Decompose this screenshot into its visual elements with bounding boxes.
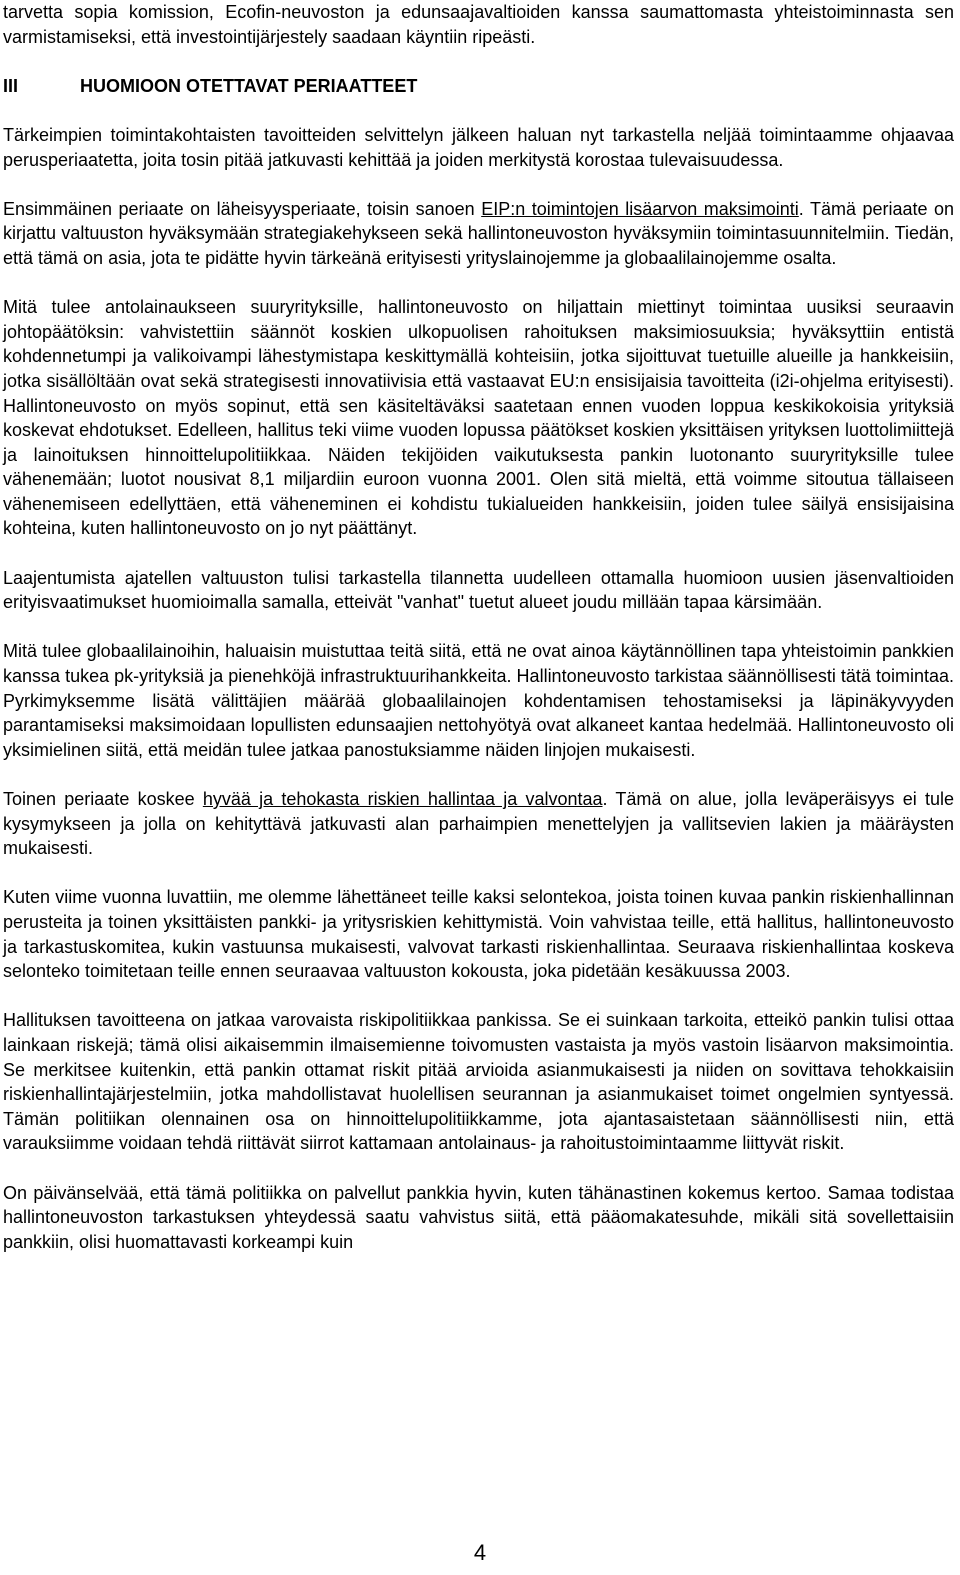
paragraph-enlargement: Laajentumista ajatellen valtuuston tulisi tarkastella tilannetta uudelleen ottamalla huomioon uusien jäsenvaltioiden erityisvaatimukset huomioimalla samalla, etteivät "vanhat" tuetut alueet joudu millään tapaa kärsimään. <box>3 567 954 613</box>
page-number: 4 <box>473 1540 487 1565</box>
paragraph-global-loans: Mitä tulee globaalilainoihin, haluaisin muistuttaa teitä siitä, että ne ovat ainoa käytännöllinen tapa yhteistoimin pankkien kanssa tukea pk-yrityksiä ja pienehköjä infrastruktuurihankkeita. Hallintoneuvosto tarkistaa säännöllisesti tätä toimintaa. Pyrkimyksemme lisätä välittäjien määrää globaalilainojen kohdentamisen tehostamiseksi ja läpinäkyvyyden parantamiseksi maksimoidaan lopullisten edunsaajien nettohyötyä ovat alkaneet kantaa hedelmää. Hallintoneuvosto oli yksimielinen siitä, että meidän tulee jatkaa panostuksiamme näiden linjojen mukaisesti. <box>3 641 954 760</box>
section-number: III <box>3 75 19 96</box>
paragraph-second-principle: Toinen periaate koskee hyvää ja tehokasta riskien hallintaa ja valvontaa. Tämä on alue, jolla leväperäisyys ei tule kysymykseen ja jolla on kehityttävä jatkuvasti alan parhaimpien menettelyjen ja vallitsevien lakien ja määräysten mukaisesti. <box>3 789 955 859</box>
paragraph-large-companies: Mitä tulee antolainaukseen suuryrityksille, hallintoneuvosto on hiljattain miettinyt toimintaa uusiksi seuraavin johtopäätöksin: vahvistettiin säännöt koskien ulkopuolisen rahoituksen maksimiosuuksia; hyväksyttiin entistä kohdennetumpi ja valikoivampi lähestymistapa keskittymällä kohteisiin, jotka sijoittuvat tuetuille alueille ja hankkeisiin, jotka sisällöltään ovat sekä strategisesti innovatiivisia että vastaavat EU:n ensisijaisia tavoitteita (i2i-ohjelma erityisesti). Hallintoneuvosto on myös sopinut, että sen käsiteltäväksi saatetaan ennen vuoden loppua keskikokoisia yrityksiä koskevat ehdotukset. Edelleen, hallitus teki viime vuoden lopussa päätökset koskien yksittäisen yrityksen luottolimiittejä ja lainoituksen hinnoittelupolitiikkaa. Näiden tekijöiden vaikutuksesta pankin luotonanto suuryrityksille tulee vähenemään; luotot nousivat 8,1 miljardiin euroon vuonna 2001. Olen sitä mieltä, että voimme sitoutua tällaiseen vähenemiseen edellyttäen, että väheneminen ei kohdistu tukialueiden hankkeisiin, joiden tulee säilyä ensisijaisina kohteina, kuten hallintoneuvosto on jo nyt päättänyt. <box>3 297 954 539</box>
paragraph-risk-policy: Hallituksen tavoitteena on jatkaa varovaista riskipolitiikkaa pankissa. Se ei suinkaan tarkoita, etteikö pankin tulisi ottaa lainkaan riskejä; tämä olisi aikaisemmin ilmaisemienne toivomusten vastaista ja myös vastoin lisäarvon maksimointia. Se merkitsee kuitenkin, että pankin ottamat riskit pitää arvioida asianmukaisesti ja niiden on sovittava tehokkaisiin riskienhallintajärjestelmiin, jotka mahdollistavat huolellisen seurannan ja asianmukaiset toimet ongelmien syntyessä. Tämän politiikan olennainen osa on hinnoittelupolitiikkamme, jota ajantasaistetaan säännöllisesti niin, että varauksiimme voidaan tehdä riittävät siirrot kattamaan antolainaus- ja rahoitustoimintaamme liittyvät riskit. <box>3 1010 954 1154</box>
section-title: HUOMIOON OTETTAVAT PERIAATTEET <box>80 75 418 96</box>
document-page <box>3 0 954 1254</box>
paragraph-principles-intro: Tärkeimpien toimintakohtaisten tavoitteiden selvittelyn jälkeen haluan nyt tarkastella neljää toimintaamme ohjaavaa perusperiaatetta, joita tosin pitää jatkuvasti kehittää ja joiden merkitystä korostaa tulevaisuudessa. <box>3 124 954 170</box>
paragraph-intro: tarvetta sopia komission, Ecofin-neuvoston ja edunsaajavaltioiden kanssa saumattomasta yhteistoiminnasta sen varmistamiseksi, että investointijärjestely saadaan käyntiin ripeästi. <box>3 2 954 47</box>
underlined-phrase-second-principle: hyvää ja tehokasta riskien hallintaa ja valvontaa <box>202 789 603 809</box>
underlined-phrase-first-principle: EIP:n toimintojen lisäarvon maksimointi <box>481 198 799 219</box>
paragraph-first-principle: Ensimmäinen periaate on läheisyysperiaate, toisin sanoen EIP:n toimintojen lisäarvon maksimointi. Tämä periaate on kirjattu valtuuston hyväksymään strategiakehykseen sekä hallintoneuvoston hyväksymiin toimintasuunnitelmiin. Tiedän, että tämä on asia, jota te pidätte hyvin tärkeänä erityisesti yrityslainojemme ja globaalilainojemme osalta. <box>3 198 954 268</box>
paragraph-conclusion: On päivänselvää, että tämä politiikka on palvellut pankkia hyvin, kuten tähänastinen kokemus kertoo. Samaa todistaa hallintoneuvoston tarkastuksen yhteydessä saatu vahvistus siitä, että pääomakatesuhde, mikäli sitä sovellettaisiin pankkiin, olisi huomattavasti korkeampi kuin <box>3 1182 954 1252</box>
section-heading <box>3 74 954 99</box>
paragraph-risk-reports: Kuten viime vuonna luvattiin, me olemme lähettäneet teille kaksi selontekoa, joista toinen kuvaa pankin riskienhallinnan perusteita ja toinen yksittäisten pankki- ja yritysriskien kehittymistä. Voin vahvistaa teille, että hallitus, hallintoneuvosto ja tarkastuskomitea, kukin vastuunsa mukaisesti, valvovat tarkasti riskienhallintaa. Seuraava riskienhallintaa koskeva selonteko toimitetaan teille ennen seuraavaa valtuuston kokousta, joka pidetään kesäkuussa 2003. <box>3 887 954 982</box>
